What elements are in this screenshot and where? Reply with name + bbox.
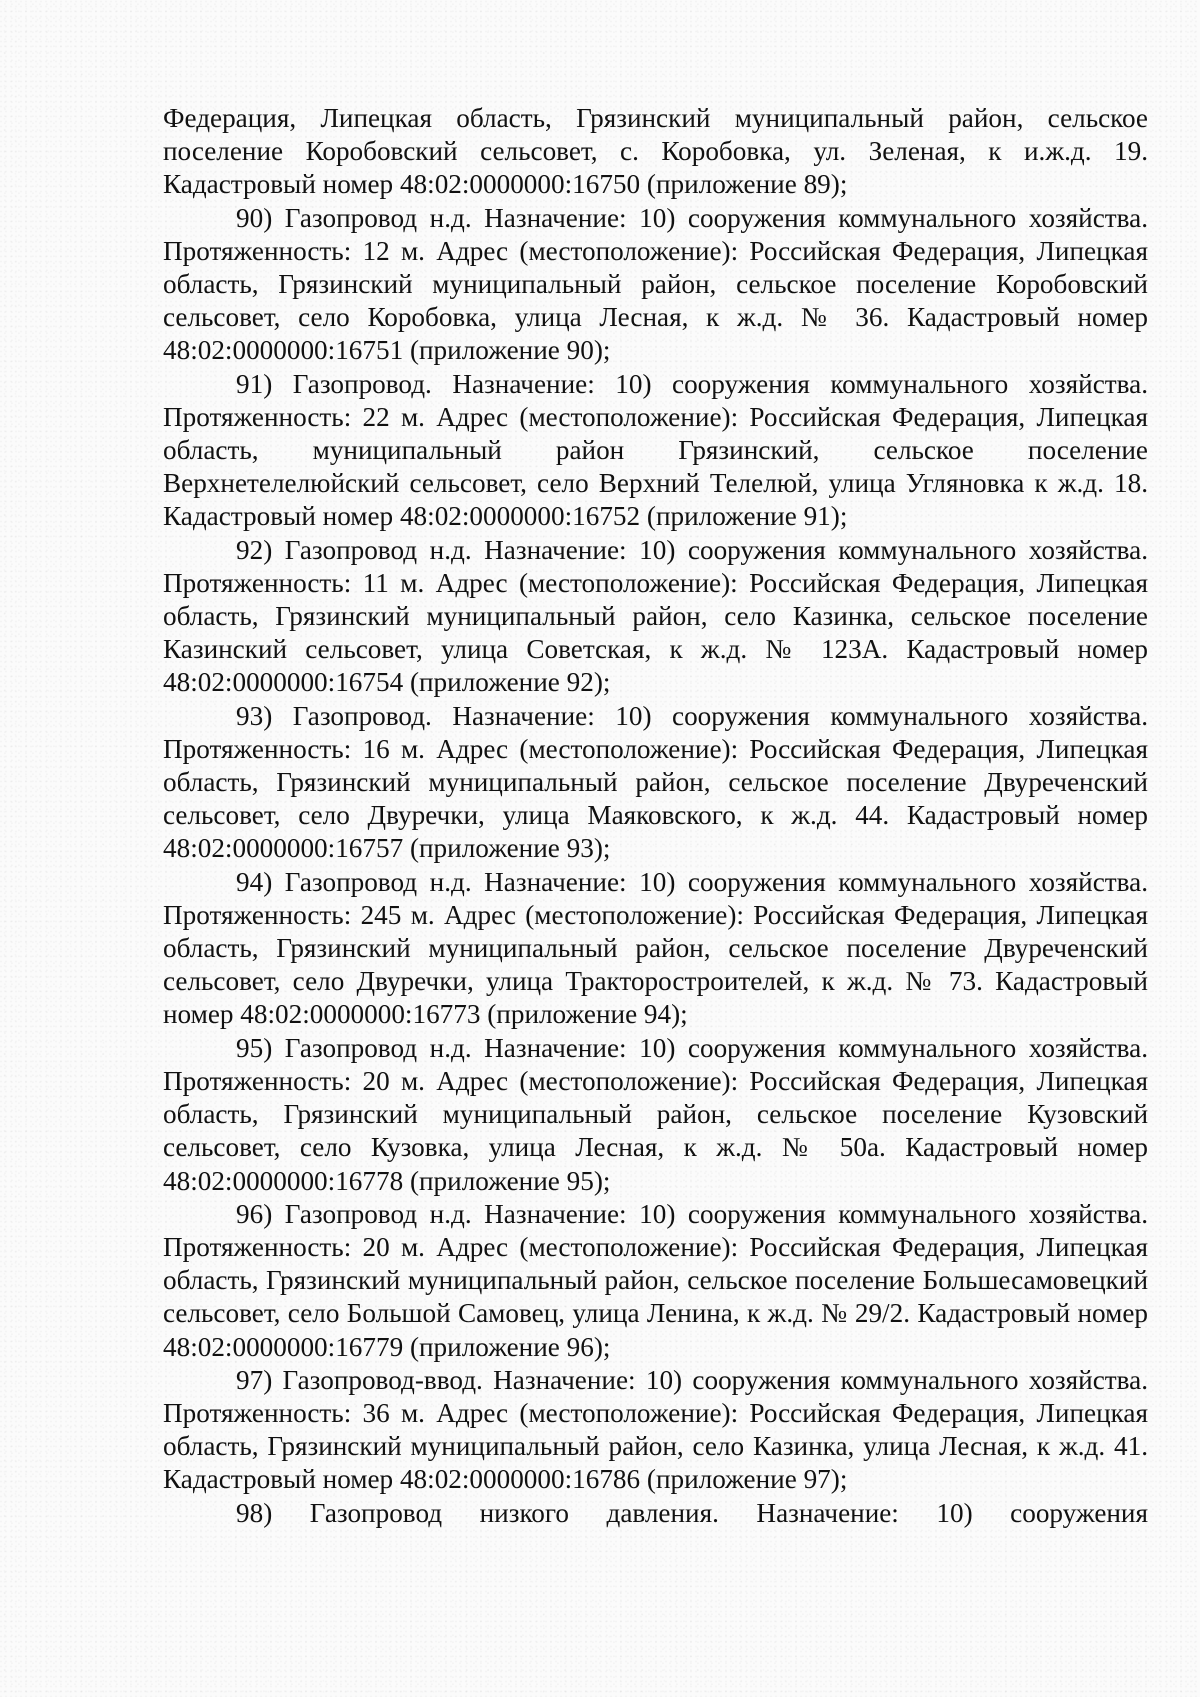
document-body [163,102,1148,1530]
paragraph-item-89-continuation: Федерация, Липецкая область, Грязинский муниципальный район, сельское поселение Коробовский сельсовет, с. Коробовка, ул. Зеленая, к и.ж.д. 19. Кадастровый номер 48:02:0000000:16750 (приложение 89); [163,103,1148,200]
paragraph-item-97: 97) Газопровод-ввод. Назначение: 10) сооружения коммунального хозяйства. Протяженность: 36 м. Адрес (местоположение): Российская Федерация, Липецкая область, Грязинский муниципальный район, село Казинка, улица Лесная, к ж.д. 41. Кадастровый номер 48:02:0000000:16786 (приложение 97); [163,1364,1148,1495]
paragraph-item-90: 90) Газопровод н.д. Назначение: 10) сооружения коммунального хозяйства. Протяженность: 12 м. Адрес (местоположение): Российская Федерация, Липецкая область, Грязинский муниципальный район, сельское поселение Коробовский сельсовет, село Коробовка, улица Лесная, к ж.д. № 36. Кадастровый номер 48:02:0000000:16751 (приложение 90); [163,202,1148,366]
paragraph-item-94: 94) Газопровод н.д. Назначение: 10) сооружения коммунального хозяйства. Протяженность: 245 м. Адрес (местоположение): Российская Федерация, Липецкая область, Грязинский муниципальный район, сельское поселение Двуреченский сельсовет, село Двуречки, улица Тракторостроителей, к ж.д. № 73. Кадастровый номер 48:02:0000000:16773 (приложение 94); [163,866,1148,1030]
paragraph-item-96: 96) Газопровод н.д. Назначение: 10) сооружения коммунального хозяйства. Протяженность: 20 м. Адрес (местоположение): Российская Федерация, Липецкая область, Грязинский муниципальный район, сельское поселение Большесамовецкий сельсовет, село Большой Самовец, улица Ленина, к ж.д. № 29/2. Кадастровый номер 48:02:0000000:16779 (приложение 96); [163,1198,1148,1362]
paragraph-item-93: 93) Газопровод. Назначение: 10) сооружения коммунального хозяйства. Протяженность: 16 м. Адрес (местоположение): Российская Федерация, Липецкая область, Грязинский муниципальный район, сельское поселение Двуреченский сельсовет, село Двуречки, улица Маяковского, к ж.д. 44. Кадастровый номер 48:02:0000000:16757 (приложение 93); [163,700,1148,864]
paragraph-item-91: 91) Газопровод. Назначение: 10) сооружения коммунального хозяйства. Протяженность: 22 м. Адрес (местоположение): Российская Федерация, Липецкая область, муниципальный район Грязинский, сельское поселение Верхнетелелюйский сельсовет, село Верхний Телелюй, улица Угляновка к ж.д. 18. Кадастровый номер 48:02:0000000:16752 (приложение 91); [163,368,1148,532]
paragraph-item-95: 95) Газопровод н.д. Назначение: 10) сооружения коммунального хозяйства. Протяженность: 20 м. Адрес (местоположение): Российская Федерация, Липецкая область, Грязинский муниципальный район, сельское поселение Кузовский сельсовет, село Кузовка, улица Лесная, к ж.д. № 50а. Кадастровый номер 48:02:0000000:16778 (приложение 95); [163,1032,1148,1196]
paragraph-item-98: 98) Газопровод низкого давления. Назначение: 10) сооружения [236,1497,1148,1528]
paragraph-item-92: 92) Газопровод н.д. Назначение: 10) сооружения коммунального хозяйства. Протяженность: 11 м. Адрес (местоположение): Российская Федерация, Липецкая область, Грязинский муниципальный район, село Казинка, сельское поселение Казинский сельсовет, улица Советская, к ж.д. № 123А. Кадастровый номер 48:02:0000000:16754 (приложение 92); [163,534,1148,698]
